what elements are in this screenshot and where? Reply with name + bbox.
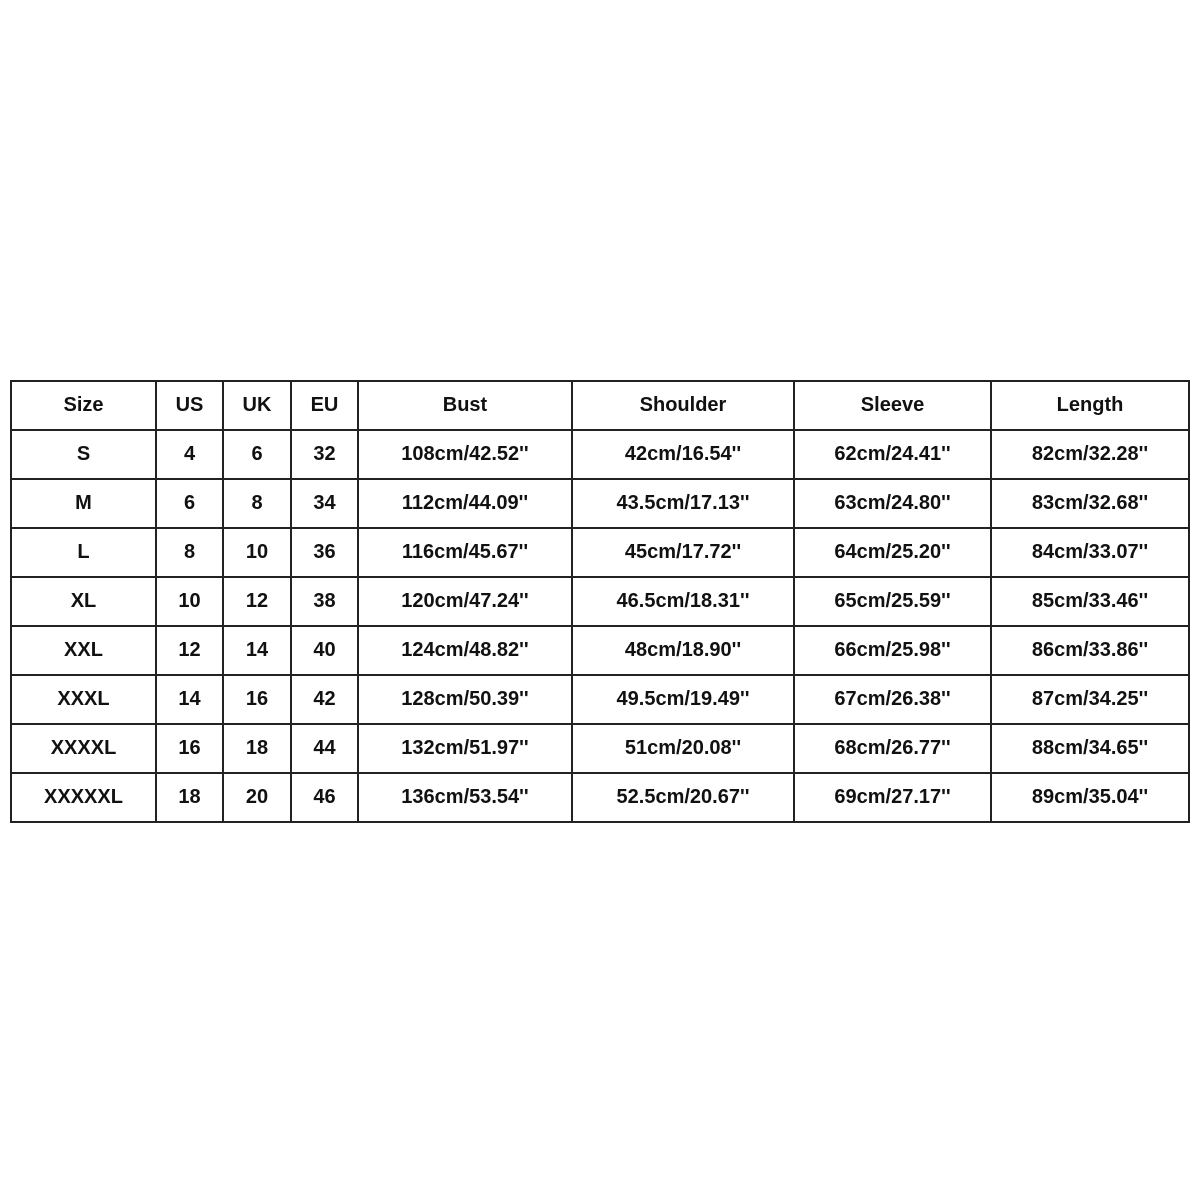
column-header-size: Size (11, 381, 156, 430)
bust-cell: 116cm/45.67'' (358, 528, 572, 577)
table-row (11, 675, 1189, 724)
uk-cell: 6 (223, 430, 291, 479)
us-cell: 10 (156, 577, 223, 626)
sleeve-cell: 66cm/25.98'' (794, 626, 991, 675)
eu-cell: 44 (291, 724, 358, 773)
uk-cell: 8 (223, 479, 291, 528)
shoulder-cell: 49.5cm/19.49'' (572, 675, 794, 724)
size-cell: XXL (11, 626, 156, 675)
table-row (11, 528, 1189, 577)
shoulder-cell: 48cm/18.90'' (572, 626, 794, 675)
column-header-uk: UK (223, 381, 291, 430)
length-cell: 88cm/34.65'' (991, 724, 1189, 773)
bust-cell: 132cm/51.97'' (358, 724, 572, 773)
length-cell: 89cm/35.04'' (991, 773, 1189, 822)
uk-cell: 12 (223, 577, 291, 626)
length-cell: 83cm/32.68'' (991, 479, 1189, 528)
table-row (11, 430, 1189, 479)
sleeve-cell: 68cm/26.77'' (794, 724, 991, 773)
eu-cell: 38 (291, 577, 358, 626)
us-cell: 6 (156, 479, 223, 528)
size-cell: XXXXXL (11, 773, 156, 822)
bust-cell: 120cm/47.24'' (358, 577, 572, 626)
table-row (11, 577, 1189, 626)
size-cell: S (11, 430, 156, 479)
table-row (11, 724, 1189, 773)
uk-cell: 16 (223, 675, 291, 724)
bust-cell: 136cm/53.54'' (358, 773, 572, 822)
shoulder-cell: 45cm/17.72'' (572, 528, 794, 577)
column-header-us: US (156, 381, 223, 430)
us-cell: 4 (156, 430, 223, 479)
column-header-bust: Bust (358, 381, 572, 430)
eu-cell: 42 (291, 675, 358, 724)
table-row (11, 773, 1189, 822)
eu-cell: 32 (291, 430, 358, 479)
header-row (11, 381, 1189, 430)
eu-cell: 40 (291, 626, 358, 675)
size-cell: XXXL (11, 675, 156, 724)
bust-cell: 108cm/42.52'' (358, 430, 572, 479)
size-cell: XL (11, 577, 156, 626)
length-cell: 84cm/33.07'' (991, 528, 1189, 577)
length-cell: 86cm/33.86'' (991, 626, 1189, 675)
shoulder-cell: 42cm/16.54'' (572, 430, 794, 479)
sleeve-cell: 65cm/25.59'' (794, 577, 991, 626)
us-cell: 16 (156, 724, 223, 773)
column-header-eu: EU (291, 381, 358, 430)
column-header-sleeve: Sleeve (794, 381, 991, 430)
table-row (11, 626, 1189, 675)
table-row (11, 479, 1189, 528)
shoulder-cell: 52.5cm/20.67'' (572, 773, 794, 822)
sleeve-cell: 69cm/27.17'' (794, 773, 991, 822)
eu-cell: 46 (291, 773, 358, 822)
length-cell: 85cm/33.46'' (991, 577, 1189, 626)
bust-cell: 124cm/48.82'' (358, 626, 572, 675)
size-cell: XXXXL (11, 724, 156, 773)
size-cell: L (11, 528, 156, 577)
bust-cell: 128cm/50.39'' (358, 675, 572, 724)
eu-cell: 36 (291, 528, 358, 577)
bust-cell: 112cm/44.09'' (358, 479, 572, 528)
column-header-shoulder: Shoulder (572, 381, 794, 430)
us-cell: 8 (156, 528, 223, 577)
size-chart-table (10, 380, 1190, 823)
column-header-length: Length (991, 381, 1189, 430)
sleeve-cell: 63cm/24.80'' (794, 479, 991, 528)
uk-cell: 18 (223, 724, 291, 773)
uk-cell: 10 (223, 528, 291, 577)
uk-cell: 20 (223, 773, 291, 822)
us-cell: 18 (156, 773, 223, 822)
length-cell: 87cm/34.25'' (991, 675, 1189, 724)
eu-cell: 34 (291, 479, 358, 528)
shoulder-cell: 43.5cm/17.13'' (572, 479, 794, 528)
us-cell: 14 (156, 675, 223, 724)
size-cell: M (11, 479, 156, 528)
sleeve-cell: 62cm/24.41'' (794, 430, 991, 479)
shoulder-cell: 51cm/20.08'' (572, 724, 794, 773)
sleeve-cell: 67cm/26.38'' (794, 675, 991, 724)
length-cell: 82cm/32.28'' (991, 430, 1189, 479)
sleeve-cell: 64cm/25.20'' (794, 528, 991, 577)
us-cell: 12 (156, 626, 223, 675)
shoulder-cell: 46.5cm/18.31'' (572, 577, 794, 626)
uk-cell: 14 (223, 626, 291, 675)
